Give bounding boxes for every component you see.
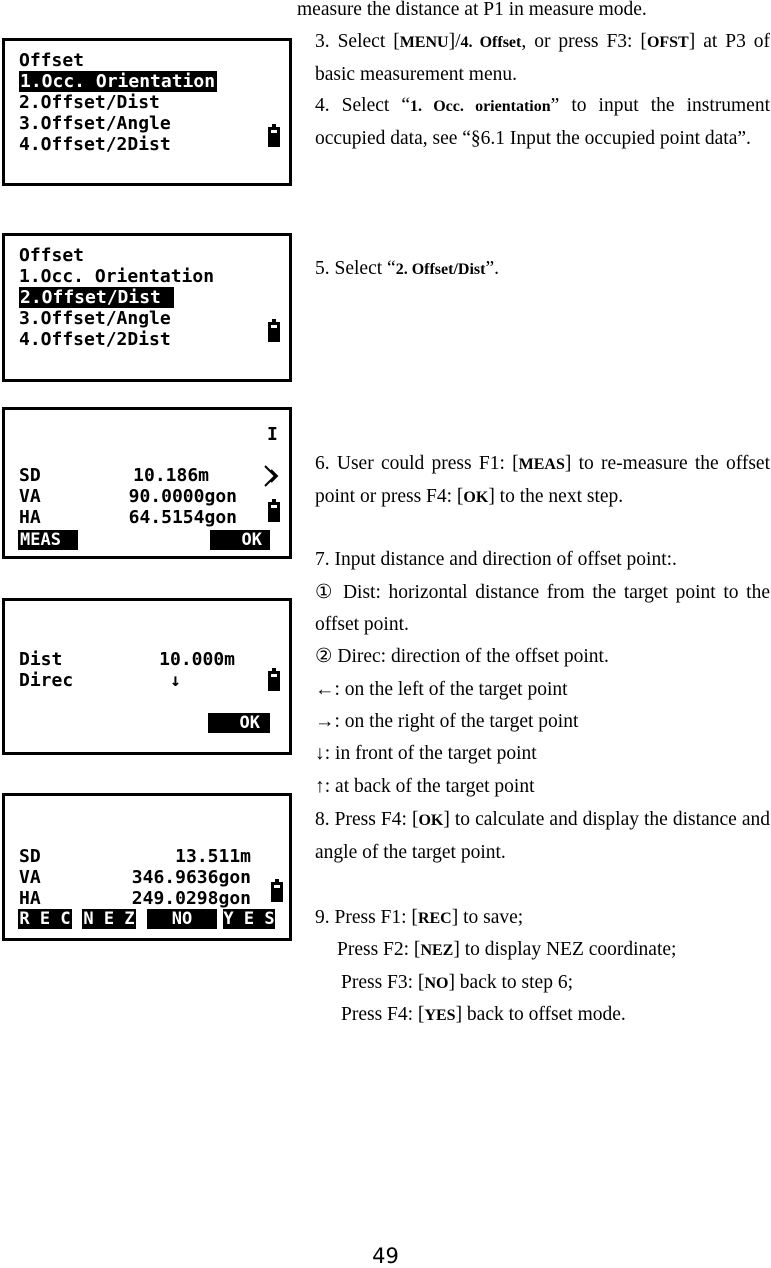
battery-icon <box>268 502 280 522</box>
sd-value: 13.511m <box>175 846 251 867</box>
step-5: 5. Select “2. Offset/Dist”. <box>315 258 499 279</box>
ok-softkey[interactable]: OK <box>208 713 270 733</box>
step-7-item-dist: ① Dist: horizontal distance from the target point to the offset point. <box>315 582 770 635</box>
dist-label: Dist <box>19 649 63 670</box>
no-softkey[interactable]: NO <box>147 909 217 929</box>
step-6: 6. User could press F1: [MEAS] to re-measure the offset point or press F4: [OK] to the next step. <box>315 453 770 507</box>
va-label: VA <box>19 867 41 888</box>
step-3: 3. Select [MENU]/4. Offset, or press F3: [OFST] at P3 of basic measurement menu. <box>315 31 771 85</box>
meas-softkey[interactable]: MEAS <box>18 530 78 550</box>
lcd-screen-offset-menu-1 <box>2 38 292 186</box>
va-value: 346.9636gon <box>131 867 251 888</box>
menu-item-offset-dist[interactable]: 2.Offset/Dist <box>19 92 160 113</box>
step-7-item-direc: ② Direc: direction of the offset point. <box>315 646 609 667</box>
ok-softkey[interactable]: OK <box>210 530 270 550</box>
direction-left: ←: on the left of the target point <box>315 679 568 700</box>
rec-softkey[interactable]: R E C <box>19 909 71 929</box>
step-9-line-4: Press F4: [YES] back to offset mode. <box>341 1004 626 1025</box>
step-9-line-3: Press F3: [NO] back to step 6; <box>341 972 573 993</box>
lcd-screen-measure <box>2 407 292 559</box>
intro-line: measure the distance at P1 in measure mode. <box>297 0 647 20</box>
battery-icon <box>271 882 283 902</box>
lcd-screen-offset-input <box>2 598 292 755</box>
signal-icon <box>263 464 283 488</box>
ha-value: 64.5154gon <box>128 507 237 528</box>
page-number: 49 <box>372 1244 399 1268</box>
menu-item-offset-2dist[interactable]: 4.Offset/2Dist <box>19 329 171 350</box>
ha-label: HA <box>19 888 41 909</box>
ha-value: 249.0298gon <box>131 888 251 909</box>
sd-value: 10.186m <box>133 465 209 486</box>
step-9-line-1: 9. Press F1: [REC] to save; <box>315 907 524 928</box>
battery-icon <box>268 322 280 342</box>
direc-input[interactable]: ↓ <box>170 670 181 691</box>
battery-icon <box>268 127 280 147</box>
direction-front: ↓: in front of the target point <box>315 743 537 764</box>
menu-item-occ-orientation[interactable]: 1.Occ. Orientation <box>19 266 215 287</box>
menu-item-offset-angle[interactable]: 3.Offset/Angle <box>19 113 171 134</box>
ha-label: HA <box>19 507 41 528</box>
dist-input[interactable]: 10.000m <box>159 649 235 670</box>
direction-right: →: on the right of the target point <box>315 711 579 732</box>
step-4: 4. Select “1. Occ. orientation” to input the instrument occupied data, see “§6.1 Input the occupied point data”. <box>315 95 770 149</box>
menu-item-offset-2dist[interactable]: 4.Offset/2Dist <box>19 134 171 155</box>
battery-icon <box>268 671 280 691</box>
sd-label: SD <box>19 846 41 867</box>
sd-label: SD <box>19 465 41 486</box>
va-label: VA <box>19 486 41 507</box>
direc-label: Direc <box>19 670 74 691</box>
va-value: 90.0000gon <box>128 486 237 507</box>
lcd-screen-result <box>2 793 292 941</box>
menu-item-occ-orientation[interactable]: 1.Occ. Orientation <box>20 71 216 92</box>
mode-indicator: I <box>267 424 278 445</box>
yes-softkey[interactable]: Y E S <box>223 909 275 929</box>
step-8: 8. Press F4: [OK] to calculate and display the distance and angle of the target point. <box>315 809 770 863</box>
step-9-line-2: Press F2: [NEZ] to display NEZ coordinate; <box>337 939 677 960</box>
lcd-screen-offset-menu-2 <box>2 233 292 382</box>
menu-item-offset-angle[interactable]: 3.Offset/Angle <box>19 308 171 329</box>
nez-softkey[interactable]: N E Z <box>83 909 135 929</box>
menu-title: Offset <box>19 50 85 71</box>
direction-back: ↑: at back of the target point <box>315 776 535 797</box>
menu-item-offset-dist[interactable]: 2.Offset/Dist <box>20 287 172 308</box>
menu-title: Offset <box>19 245 85 266</box>
step-7-heading: 7. Input distance and direction of offset point:. <box>315 549 677 570</box>
